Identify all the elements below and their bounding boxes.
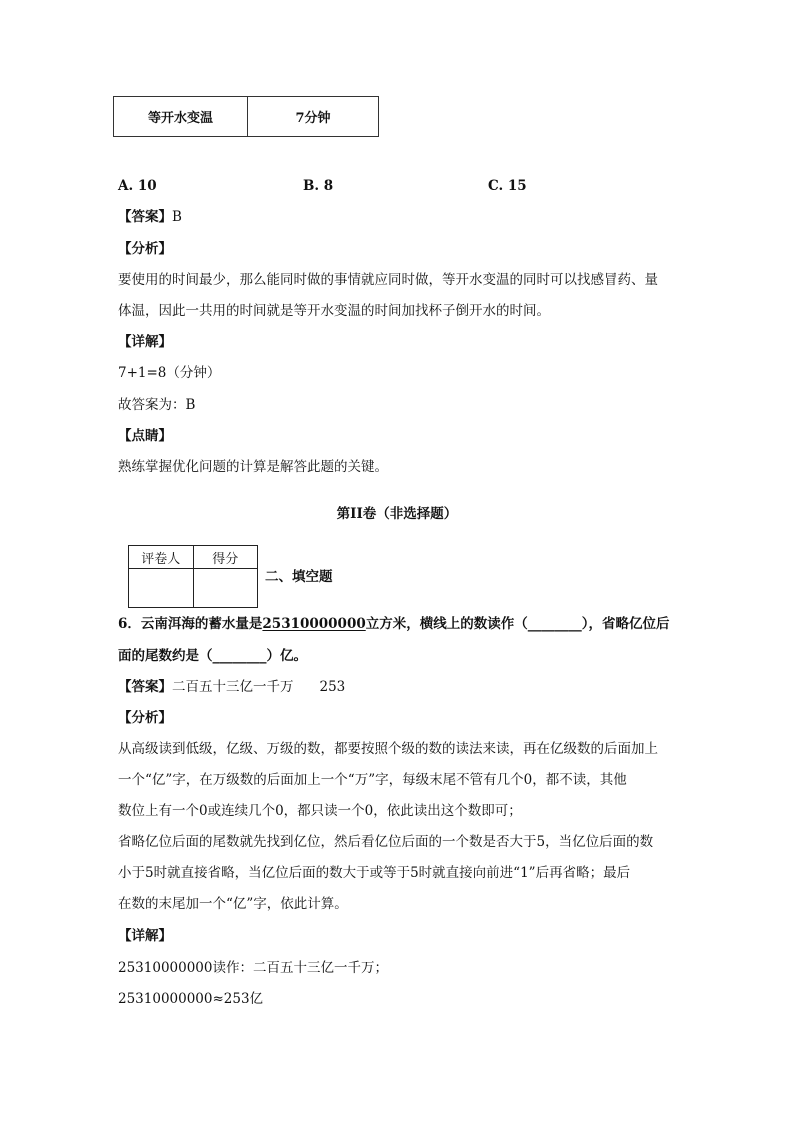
score-table-header-score: 得分 [212,551,239,567]
analysis-6-line-1: 从高级读到低级，亿级、万级的数，都要按照个级的数的读法来读，再在亿级数的后面加上 [118,741,658,757]
question-6-line-1 [118,613,669,635]
data-table [113,96,379,137]
question-6-text: 6．云南洱海的蓄水量是 [118,616,263,632]
detail-6-line-2: 25310000000≈253亿 [118,991,264,1007]
score-table-cell-grader [129,569,194,607]
score-table-header-grader: 评卷人 [129,546,194,568]
analysis-tag: 【分析】 [118,241,172,257]
option-c: C. 15 [488,178,527,194]
analysis-6-line-2: 一个“亿”字，在万级数的后面加上一个“万”字，每级末尾不管有几个0，都不读，其他 [118,772,627,788]
question-6-text-cont: 立方米，横线上的数读作（________），省略亿位后 [365,616,670,632]
comment-text: 熟练掌握优化问题的计算是解答此题的关键。 [118,459,388,475]
detail-6-line-1: 25310000000读作：二百五十三亿一千万； [118,960,388,976]
answer-tag: 【答案】 [118,679,172,695]
analysis-6-tag: 【分析】 [118,710,172,726]
score-table [128,545,258,608]
detail-line-2: 故答案为：B [118,397,196,413]
analysis-line-2: 体温，因此一共用的时间就是等开水变温的时间加找杯子倒开水的时间。 [118,303,550,319]
comment-tag: 【点睛】 [118,428,172,444]
detail-line-1: 7+1=8（分钟） [118,365,221,381]
part-title: 二、填空题 [265,569,333,585]
option-b: B. 8 [303,178,334,194]
detail-6-tag: 【详解】 [118,928,172,944]
analysis-6-line-5: 小于5时就直接省略，当亿位后面的数大于或等于5时就直接向前进“1”后再省略；最后 [118,865,631,881]
answer-6-line [118,676,345,698]
analysis-6-line-4: 省略亿位后面的尾数就先找到亿位，然后看亿位后面的一个数是否大于5，当亿位后面的数 [118,834,654,850]
underlined-number: 25310000000 [262,616,366,632]
table-cell-duration: 7分钟 [295,111,331,126]
analysis-line-1: 要使用的时间最少，那么能同时做的事情就应同时做，等开水变温的同时可以找感冒药、量 [118,272,658,288]
answer-6-value-2: 253 [319,679,346,695]
analysis-6-line-6: 在数的末尾加一个“亿”字，依此计算。 [118,896,348,912]
table-cell-activity: 等开水变温 [114,97,248,136]
score-table-cell-score [194,569,258,607]
question-6-line-2: 面的尾数约是（________）亿。 [118,648,307,664]
answer-tag: 【答案】 [118,209,172,225]
option-a: A. 10 [118,178,157,194]
analysis-6-line-3: 数位上有一个0或连续几个0，都只读一个0，依此读出这个数即可； [118,803,522,819]
detail-tag: 【详解】 [118,334,172,350]
answer-6-value-1: 二百五十三亿一千万 [172,679,294,695]
answer-line [118,206,182,228]
answer-value: B [172,209,182,225]
section-title: 第II卷（非选择题） [336,506,458,522]
